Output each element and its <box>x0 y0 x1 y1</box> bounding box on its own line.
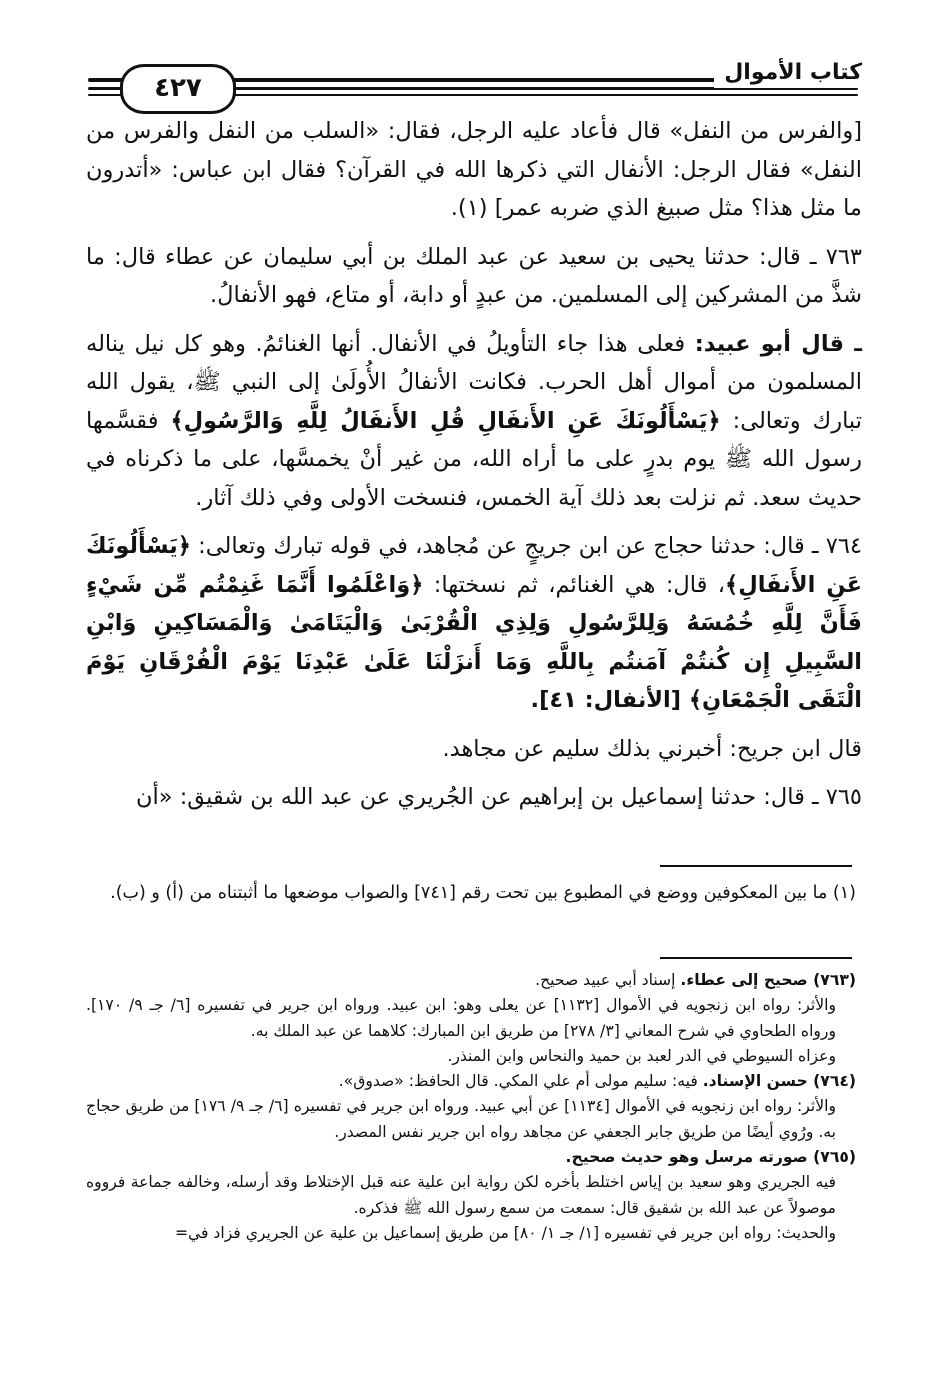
text-span: ٧٦٤ ـ قال: حدثنا حجاج عن ابن جريجٍ عن مُجاهد، في قوله تبارك وتعالى: <box>190 533 862 559</box>
takhrij-763-heading <box>86 968 856 993</box>
takhrij-label: (٧٦٤) حسن الإسناد. <box>702 1072 856 1091</box>
quran-verse: ﴿يَسْأَلُونَكَ عَنِ الأَنفَالِ﴾ <box>86 533 862 598</box>
text-span: ، قال: هي الغنائم، ثم نسختها: <box>423 571 726 598</box>
speaker-label: ـ قال أبو عبيد: <box>694 330 862 357</box>
takhrij-notes <box>86 968 856 1246</box>
quran-verse: ﴿يَسْأَلُونَكَ عَنِ الأَنفَالِ قُلِ الأَنفَالُ لِلَّهِ وَالرَّسُولِ﴾ <box>170 407 721 434</box>
page-number: ٤٢٧ <box>120 64 236 114</box>
takhrij-label: (٧٦٣) صحيح إلى عطاء. <box>680 971 856 989</box>
takhrij-line: والأثر: رواه ابن زنجويه في الأموال [١١٣٤] عن أبي عبيد. ورواه ابن جرير في تفسيره [٦/ جـ ٩/ ١٧٦] من طريق حجاج به. ورُوي أيضًا من طريق جابر الجعفي عن مجاهد رواه ابن جرير نفس المصدر. <box>86 1097 836 1141</box>
footnote: (١) ما بين المعكوفين ووضع في المطبوع بين تحت رقم [٧٤١] والصواب موضعها ما أثبتناه من (أ) و (ب). <box>110 883 856 903</box>
paragraph-abu-ubaid <box>86 325 862 518</box>
paragraph-ibn-jurayj: قال ابن جريح: أخبرني بذلك سليم عن مجاهد. <box>442 735 862 762</box>
takhrij-line: والأثر: رواه ابن زنجويه في الأموال [١١٣٢] عن يعلى وهو: ابن عبيد. ورواه ابن جرير في تفسيره [٦/ جـ ٩/ ١٧٠]. ورواه الطحاوي في شرح المعاني [٣/ ٢٧٨] من طريق ابن المبارك: كلاهما عن عبد الملك به. <box>86 996 836 1040</box>
takhrij-764-heading <box>86 1069 856 1094</box>
verse-reference: [الأنفال: ٤١]. <box>530 687 689 713</box>
paragraph-765: ٧٦٥ ـ قال: حدثنا إسماعيل بن إبراهيم عن الجُريري عن عبد الله بن شقيق: «أن <box>136 784 862 810</box>
takhrij-line: والحديث: رواه ابن جرير في تفسيره [١/ جـ ١/ ٨٠] من طريق إسماعيل بن علية عن الجريري فزاد في= <box>174 1223 836 1242</box>
page-header <box>88 60 862 112</box>
footnote-separator <box>660 865 852 867</box>
takhrij-line: وعزاه السيوطي في الدر لعبد بن حميد والنحاس وابن المنذر. <box>447 1046 836 1065</box>
text-span: إسناد أبي عبيد صحيح. <box>535 971 681 989</box>
paragraph-1: [والفرس من النفل» قال فأعاد عليه الرجل، فقال: «السلب من النفل والفرس من النفل» فقال الرجل: الأنفال التي ذكرها الله في القرآن؟ فقال ابن عباس: «أتدرون ما مثل هذا؟ مثل صبيغ الذي ضربه عمر] (١). <box>86 118 862 221</box>
paragraph-764 <box>86 527 862 720</box>
takhrij-765-heading: (٧٦٥) صورته مرسل وهو حديث صحيح. <box>565 1148 856 1167</box>
paragraph-763: ٧٦٣ ـ قال: حدثنا يحيى بن سعيد عن عبد الملك بن أبي سليمان عن عطاء قال: ما شذَّ من المشركين إلى المسلمين. من عبدٍ أو دابة، أو متاع، فهو الأنفالُ. <box>86 243 862 308</box>
text-span: فقسَّمها رسول الله ﷺ يوم بدرٍ على ما أراه الله، من غير أنْ يخمسَّها، على ما ذكرناه في حديث سعد. ثم نزلت بعد ذلك آية الخمس، فنسخت الأولى وفي ذلك آثار. <box>86 407 862 511</box>
main-text <box>86 112 862 827</box>
text-span: فيه: سليم مولى أم علي المكي. قال الحافظ: «صدوق». <box>338 1072 703 1091</box>
takhrij-separator <box>660 957 852 959</box>
quran-verse: ﴿وَاعْلَمُوا أَنَّمَا غَنِمْتُم مِّن شَيْءٍ فَأَنَّ لِلَّهِ خُمُسَهُ وَلِلرَّسُولِ وَلِذِي الْقُرْبَىٰ وَالْيَتَامَىٰ وَالْمَسَاكِينِ وَابْنِ السَّبِيلِ إِن كُنتُمْ آمَنتُم بِاللَّهِ وَمَا أَنزَلْنَا عَلَىٰ عَبْدِنَا يَوْمَ الْفُرْقَانِ يَوْمَ الْتَقَى الْجَمْعَانِ﴾ <box>86 571 862 713</box>
book-title: كتاب الأموال <box>714 58 862 88</box>
text-span: فعلى هذا جاء التأويلُ في الأنفال. أنها الغنائمُ. وهو كل نيل يناله المسلمون من أموال أهل الحرب. فكانت الأنفالُ الأُولَىٰ إلى النبي ﷺ، يقول الله تبارك وتعالى: <box>86 330 862 434</box>
takhrij-line: فيه الجريري وهو سعيد بن إياس اختلط بأخره لكن رواية ابن علية عنه قبل الإختلاط وقد أرسله، وخالفه جماعة فرووه موصولاً عن عبد الله بن شقيق قال: سمعت من سمع رسول الله ﷺ فذكره. <box>86 1173 836 1217</box>
